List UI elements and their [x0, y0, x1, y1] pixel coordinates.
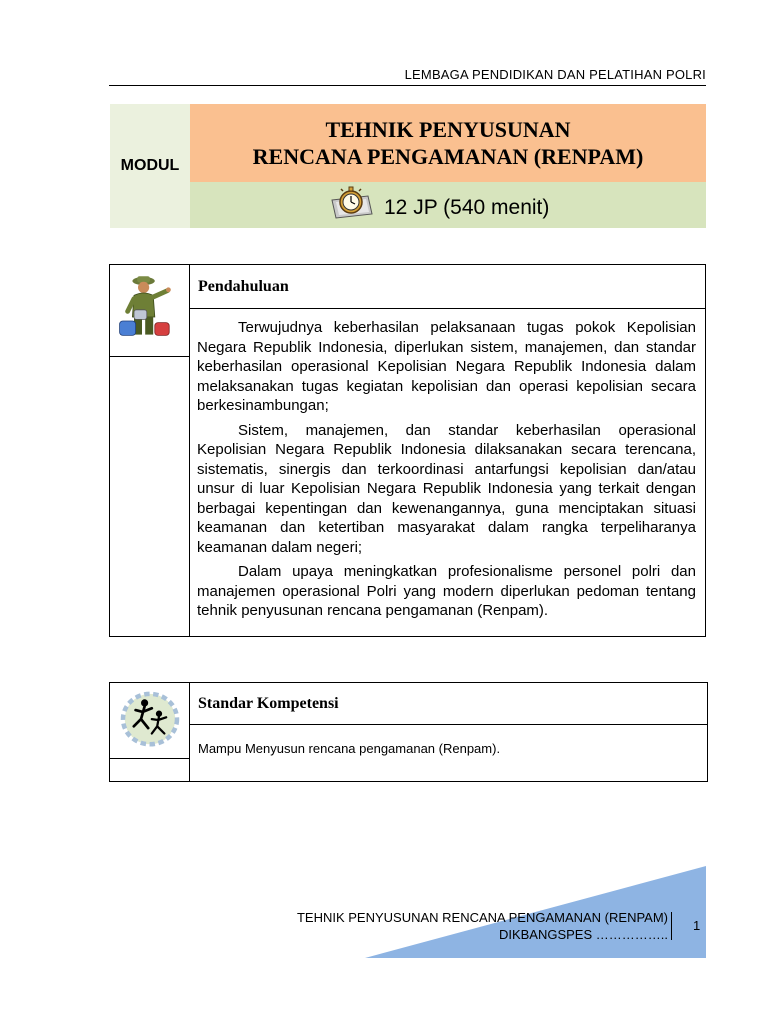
standar-section	[109, 682, 708, 782]
pendahuluan-heading: Pendahuluan	[198, 278, 289, 295]
pendahuluan-title-rule	[190, 308, 705, 309]
module-title-line1: TEHNIK PENYUSUNAN	[325, 117, 571, 142]
page-number: 1	[693, 918, 701, 933]
explorer-figure-icon	[118, 269, 182, 349]
duration-text: 12 JP (540 menit)	[384, 196, 550, 219]
footer-divider	[671, 912, 672, 940]
stopwatch-icon	[328, 182, 374, 222]
standar-heading: Standar Kompetensi	[198, 695, 339, 712]
duration-bar	[190, 182, 706, 228]
module-title-line2: RENCANA PENGAMANAN (RENPAM)	[252, 144, 644, 169]
footer-title: TEHNIK PENYUSUNAN RENCANA PENGAMANAN (RENPAM)	[296, 910, 668, 925]
pendahuluan-paragraph: Dalam upaya meningkatkan profesionalisme personel polri dan manajemen operasional Polri yang modern diperlukan pedoman tentang tehnik penyusunan rencana pengamanan (Renpam).	[197, 563, 696, 619]
pendahuluan-icon-cell	[110, 265, 190, 636]
modul-label: MODUL	[110, 104, 190, 228]
pendahuluan-body	[197, 318, 696, 626]
standar-icon-divider	[110, 758, 190, 759]
pendahuluan-paragraph: Sistem, manajemen, dan standar keberhasilan operasional Kepolisian Negara Republik Indonesia dilaksanakan secara terencana, sistematis, sinergis dan terkoordinasi antarfungsi kepolisian dan/atau unsur di luar Kepolisian Negara Republik Indonesia yang terkait dengan berbagai kepentingan dan kewenangannya, guna menciptakan situasi keamanan dan ketertiban masyarakat dalam rangka terpeliharanya keamanan dalam negeri;	[197, 421, 696, 556]
pendahuluan-paragraph: Terwujudnya keberhasilan pelaksanaan tugas pokok Kepolisian Negara Republik Indonesia, diperlukan sistem, manajemen, dan standar keberhasilan operasional Kepolisian Negara Republik Indonesia dalam melaksanakan tugas kegiatan kepolisian dan operasi kepolisian secara berkesinambungan;	[197, 319, 696, 414]
standar-body: Mampu Menyusun rencana pengamanan (Renpam).	[198, 741, 501, 756]
pendahuluan-icon-divider	[110, 356, 190, 357]
standar-icon-cell	[110, 683, 190, 781]
running-people-icon	[114, 685, 186, 755]
footer-subtitle: DIKBANGSPES ……………..	[498, 927, 668, 942]
header-rule	[109, 85, 706, 86]
header-institution: LEMBAGA PENDIDIKAN DAN PELATIHAN POLRI	[404, 67, 706, 82]
module-title	[190, 104, 706, 182]
pendahuluan-section	[109, 264, 706, 637]
standar-title-rule	[190, 724, 707, 725]
